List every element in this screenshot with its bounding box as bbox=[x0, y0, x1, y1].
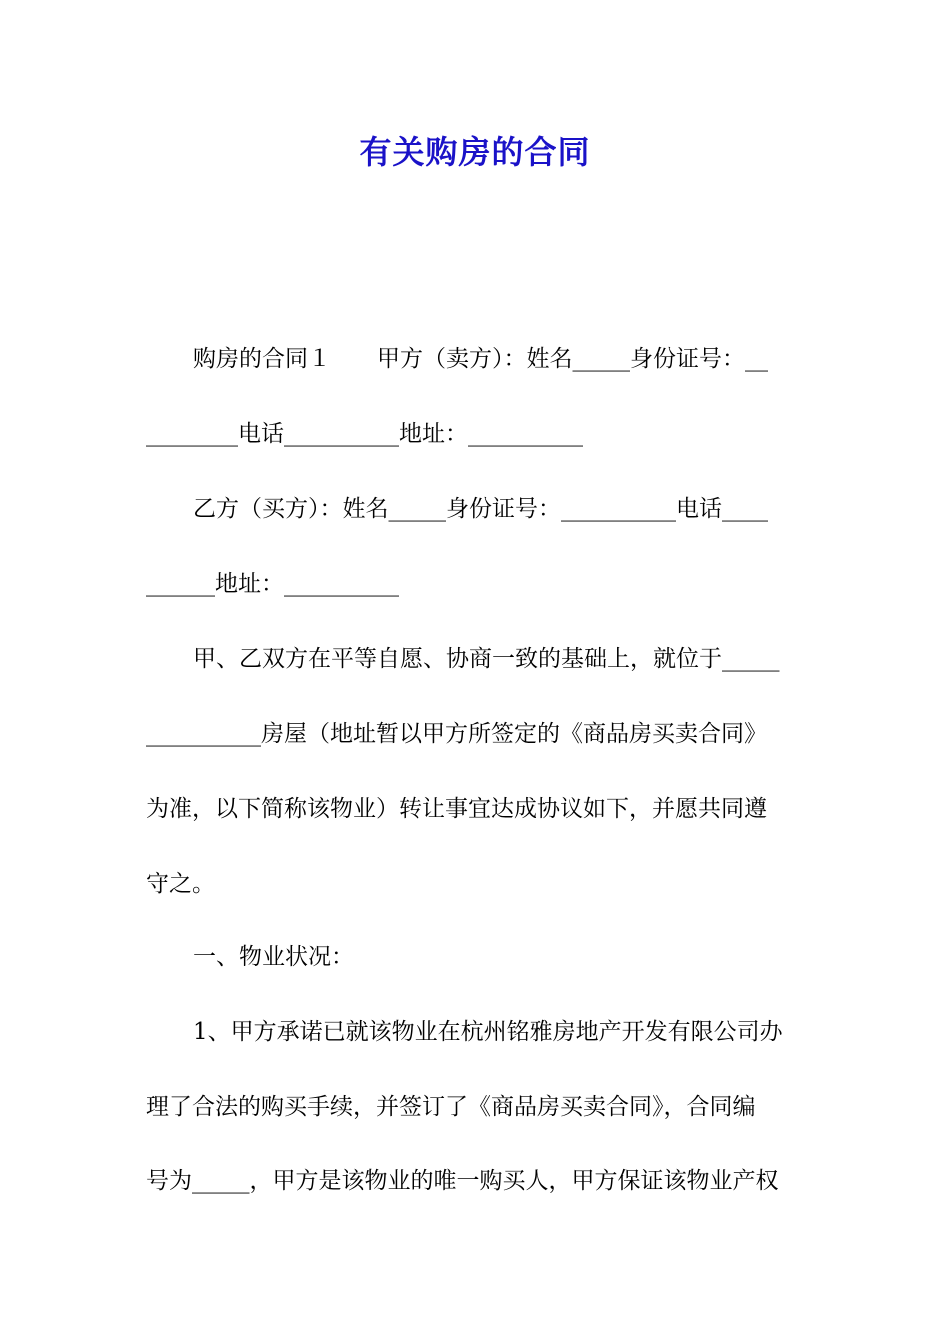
paragraph-line: 理了合法的购买手续，并签订了《商品房买卖合同》，合同编 bbox=[146, 1094, 756, 1120]
section-heading: 一、物业状况： bbox=[193, 944, 354, 970]
paragraph-line: __________房屋（地址暂以甲方所签定的《商品房买卖合同》 bbox=[146, 721, 767, 747]
paragraph-line: 甲、乙双方在平等自愿、协商一致的基础上，就位于_____ bbox=[193, 646, 780, 672]
paragraph-line: 号为_____，甲方是该物业的唯一购买人，甲方保证该物业产权 bbox=[146, 1168, 779, 1194]
paragraph-line: 1、甲方承诺已就该物业在杭州铭雅房地产开发有限公司办 bbox=[193, 1019, 783, 1045]
paragraph-line: 为准，以下简称该物业）转让事宜达成协议如下，并愿共同遵 bbox=[146, 796, 767, 822]
paragraph-line: 守之。 bbox=[146, 871, 215, 897]
paragraph-line: 购房的合同１ 甲方（卖方）：姓名_____身份证号：__ bbox=[193, 346, 768, 372]
paragraph-line: ______地址：__________ bbox=[146, 571, 399, 597]
document-title: 有关购房的合同 bbox=[359, 133, 591, 171]
paragraph-line: ________电话__________地址：__________ bbox=[146, 421, 583, 447]
paragraph-line: 乙方（买方）：姓名_____身份证号：__________电话____ bbox=[193, 496, 768, 522]
